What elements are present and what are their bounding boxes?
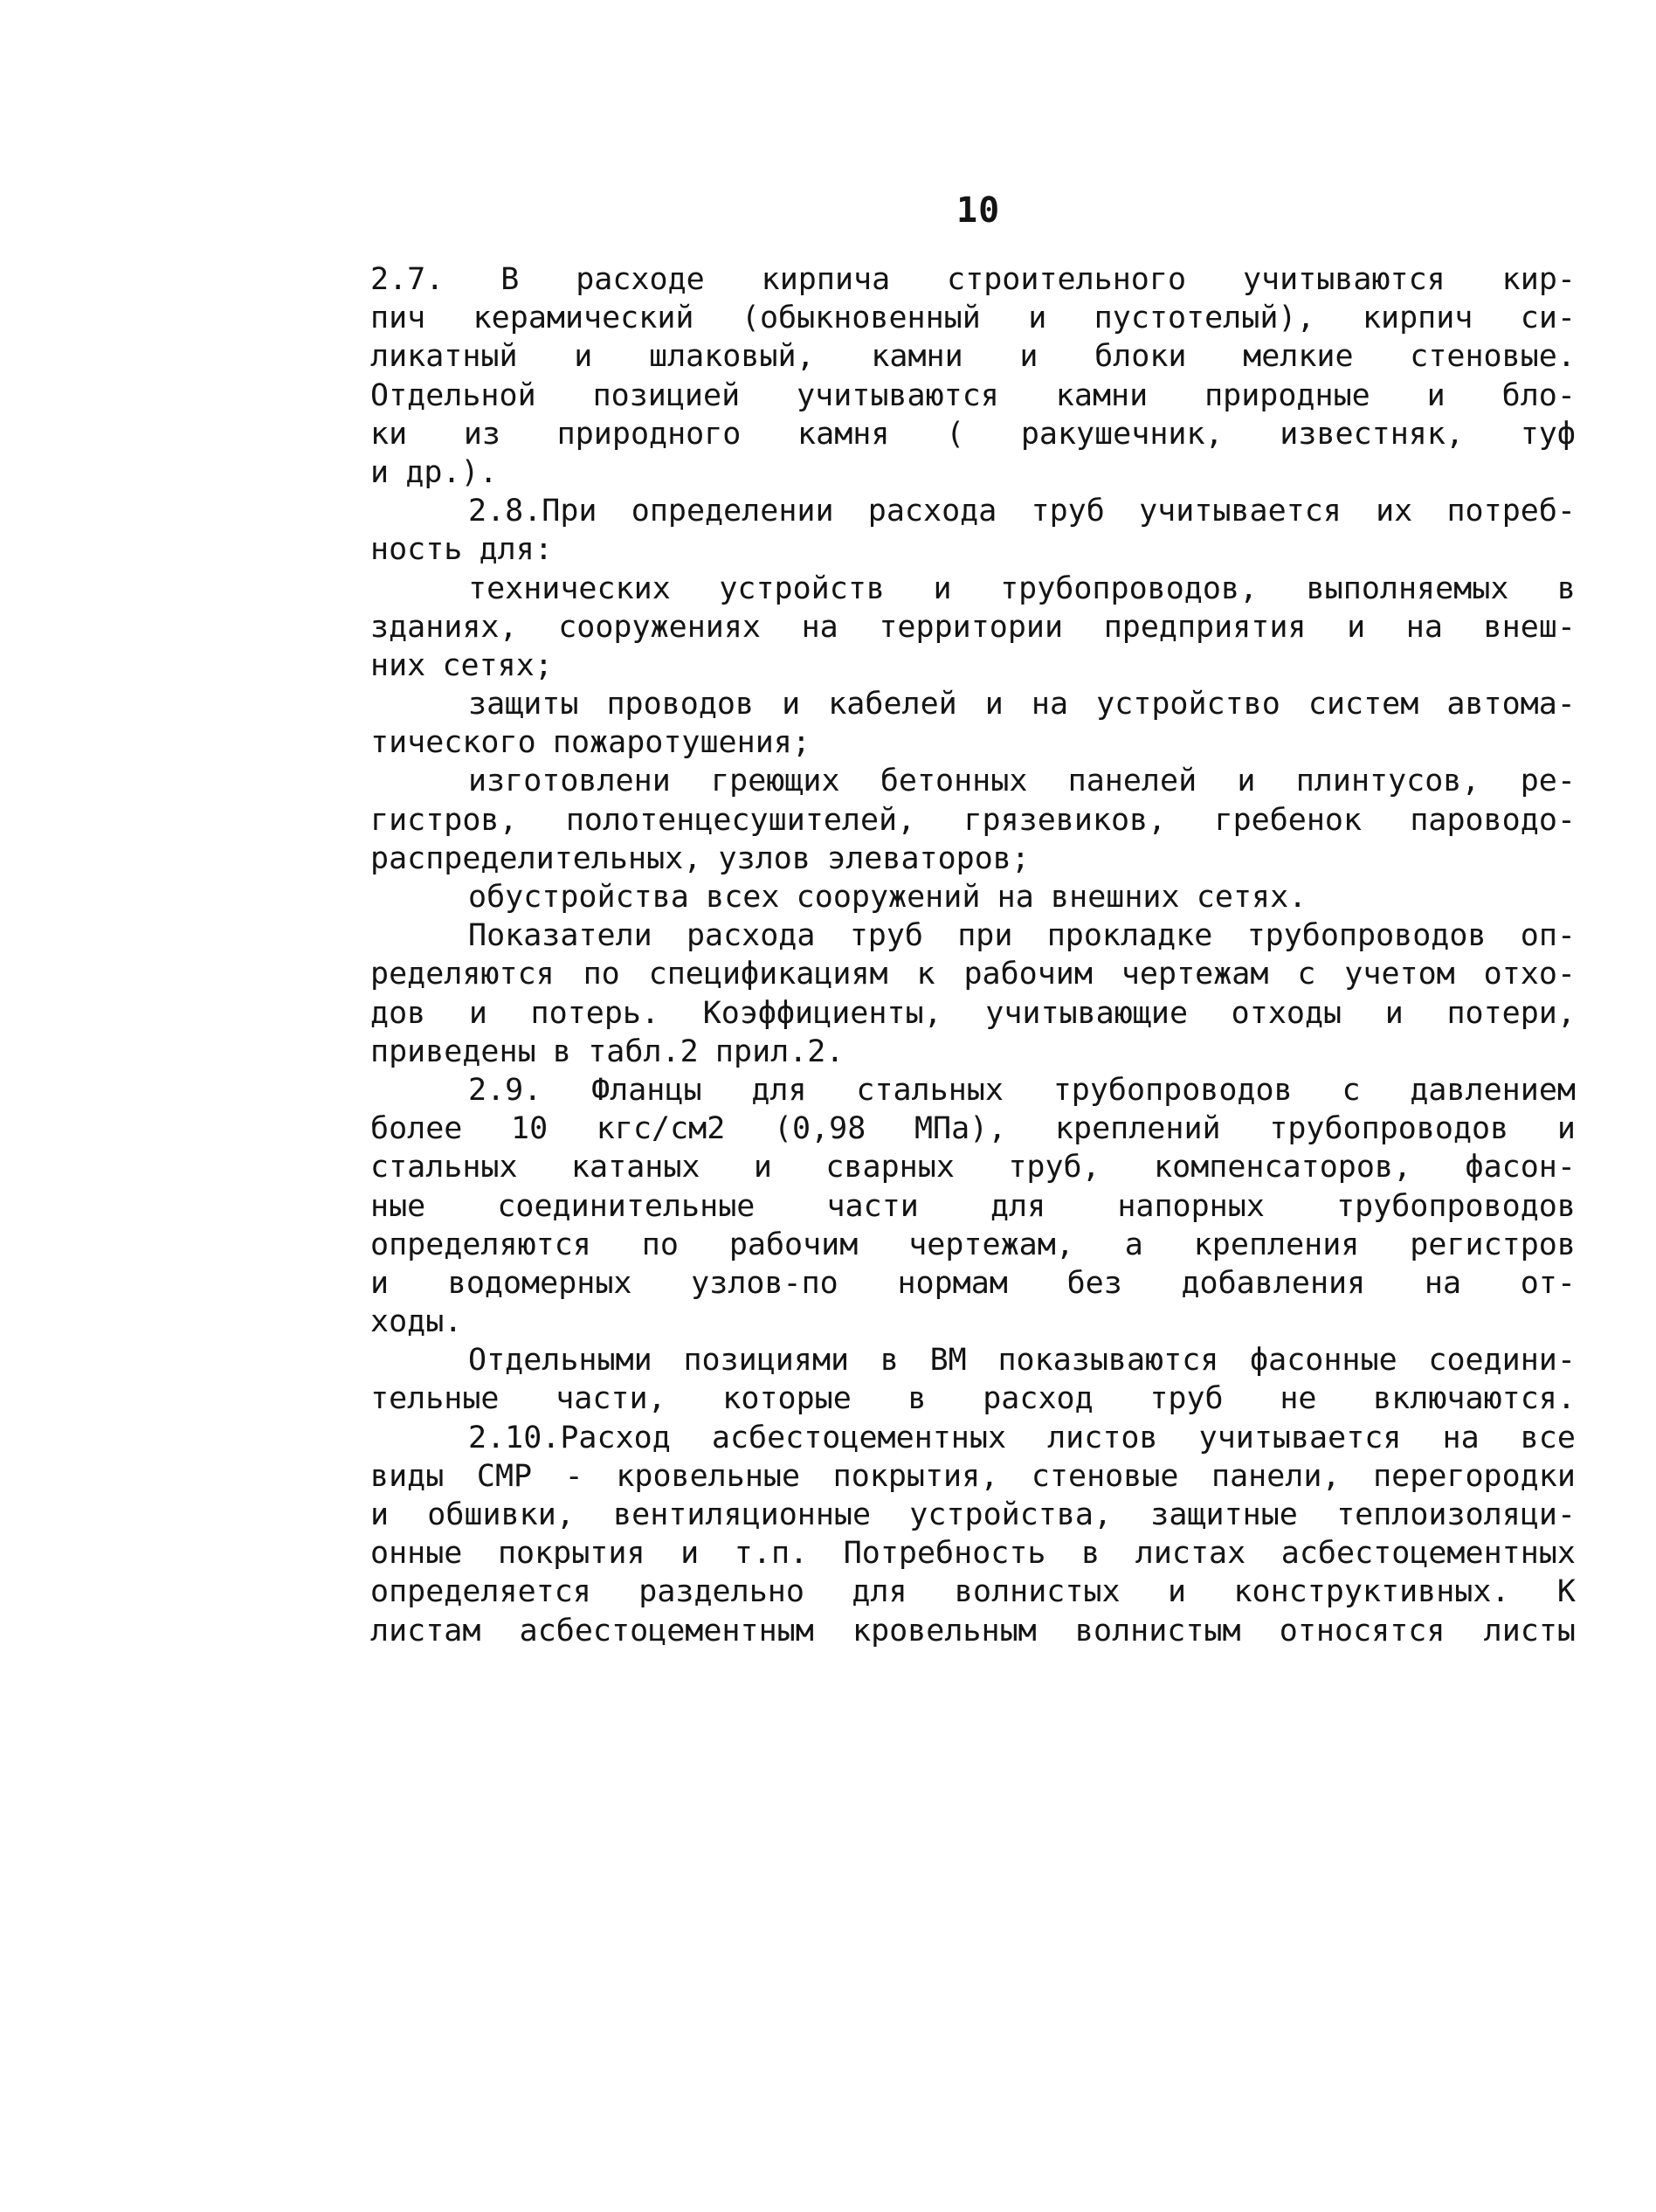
text-line: ределяются по спецификациям к рабочим чертежам с учетом отхо- bbox=[370, 957, 1576, 992]
text-line: дов и потерь. Коэффициенты, учитывающие отходы и потери, bbox=[370, 995, 1576, 1031]
text-line: более 10 кгс/см2 (0,98 МПа), креплений трубопроводов и bbox=[370, 1111, 1576, 1147]
text-line: пич керамический (обыкновенный и пустотелый), кирпич си- bbox=[370, 301, 1576, 336]
text-line: и др.). bbox=[370, 454, 498, 490]
text-line: защиты проводов и кабелей и на устройство систем автома- bbox=[468, 687, 1576, 722]
paragraph-p-2-8-item-3 bbox=[370, 764, 1576, 880]
page-number: 10 bbox=[956, 190, 1001, 231]
text-line: виды СМР - кровельные покрытия, стеновые панели, перегородки bbox=[370, 1458, 1576, 1494]
text-line: изготовлени греющих бетонных панелей и плинтусов, ре- bbox=[468, 764, 1576, 799]
text-line: тельные части, которые в расход труб не включаются. bbox=[370, 1381, 1576, 1417]
text-line: Отдельными позициями в ВМ показываются фасонные соедини- bbox=[468, 1343, 1576, 1379]
text-line: 2.8.При определении расхода труб учитывается их потреб- bbox=[468, 494, 1576, 529]
text-line: 2.10.Расход асбестоцементных листов учитывается на все bbox=[468, 1420, 1576, 1455]
text-line: стальных катаных и сварных труб, компенсаторов, фасон- bbox=[370, 1150, 1576, 1185]
paragraph-p-2-8-item-4 bbox=[370, 880, 1576, 918]
text-line: 2.9. Фланцы для стальных трубопроводов с давлением bbox=[468, 1072, 1576, 1108]
text-line: ходы. bbox=[370, 1304, 463, 1340]
text-line: гистров, полотенцесушителей, грязевиков, гребенок пароводо- bbox=[370, 802, 1576, 838]
text-line: ность для: bbox=[370, 532, 553, 568]
text-line: 2.7. В расходе кирпича строительного учитываются кир- bbox=[370, 262, 1576, 297]
text-line: листам асбестоцементным кровельным волнистым относятся листы bbox=[370, 1613, 1576, 1649]
text-line: ликатный и шлаковый, камни и блоки мелкие стеновые. bbox=[370, 339, 1576, 375]
text-line: обустройства всех сооружений на внешних сетях. bbox=[468, 880, 1308, 915]
text-line: технических устройств и трубопроводов, выполняемых в bbox=[468, 570, 1576, 606]
text-line: ные соединительные части для напорных трубопроводов bbox=[370, 1188, 1576, 1224]
paragraph-p-2-8-note bbox=[370, 918, 1576, 1073]
text-line: ки из природного камня ( ракушечник, известняк, туф bbox=[370, 416, 1576, 452]
paragraph-p-2-8-item-2 bbox=[370, 687, 1576, 764]
document-body bbox=[370, 262, 1576, 1652]
text-line: и водомерных узлов-по нормам без добавления на от- bbox=[370, 1265, 1576, 1301]
text-line: распределительных, узлов элеваторов; bbox=[370, 840, 1030, 876]
text-line: Отдельной позицией учитываются камни природные и бло- bbox=[370, 377, 1576, 413]
text-line: Показатели расхода труб при прокладке трубопроводов оп- bbox=[468, 918, 1576, 954]
paragraph-p-2-8 bbox=[370, 494, 1576, 570]
text-line: онные покрытия и т.п. Потребность в листах асбестоцементных bbox=[370, 1536, 1576, 1572]
text-line: них сетях; bbox=[370, 647, 553, 683]
text-line: определяется раздельно для волнистых и конструктивных. К bbox=[370, 1574, 1576, 1610]
text-line: приведены в табл.2 прил.2. bbox=[370, 1033, 845, 1069]
paragraph-p-2-9 bbox=[370, 1073, 1576, 1343]
paragraph-p-2-9-note bbox=[370, 1343, 1576, 1420]
text-line: определяются по рабочим чертежам, а крепления регистров bbox=[370, 1227, 1576, 1262]
text-line: тического пожаротушения; bbox=[370, 725, 811, 761]
text-line: зданиях, сооружениях на территории предприятия и на внеш- bbox=[370, 609, 1576, 645]
paragraph-p-2-8-item-1 bbox=[370, 571, 1576, 688]
paragraph-p-2-10 bbox=[370, 1421, 1576, 1652]
paragraph-p-2-7 bbox=[370, 262, 1576, 494]
text-line: и обшивки, вентиляционные устройства, защитные теплоизоляци- bbox=[370, 1497, 1576, 1532]
